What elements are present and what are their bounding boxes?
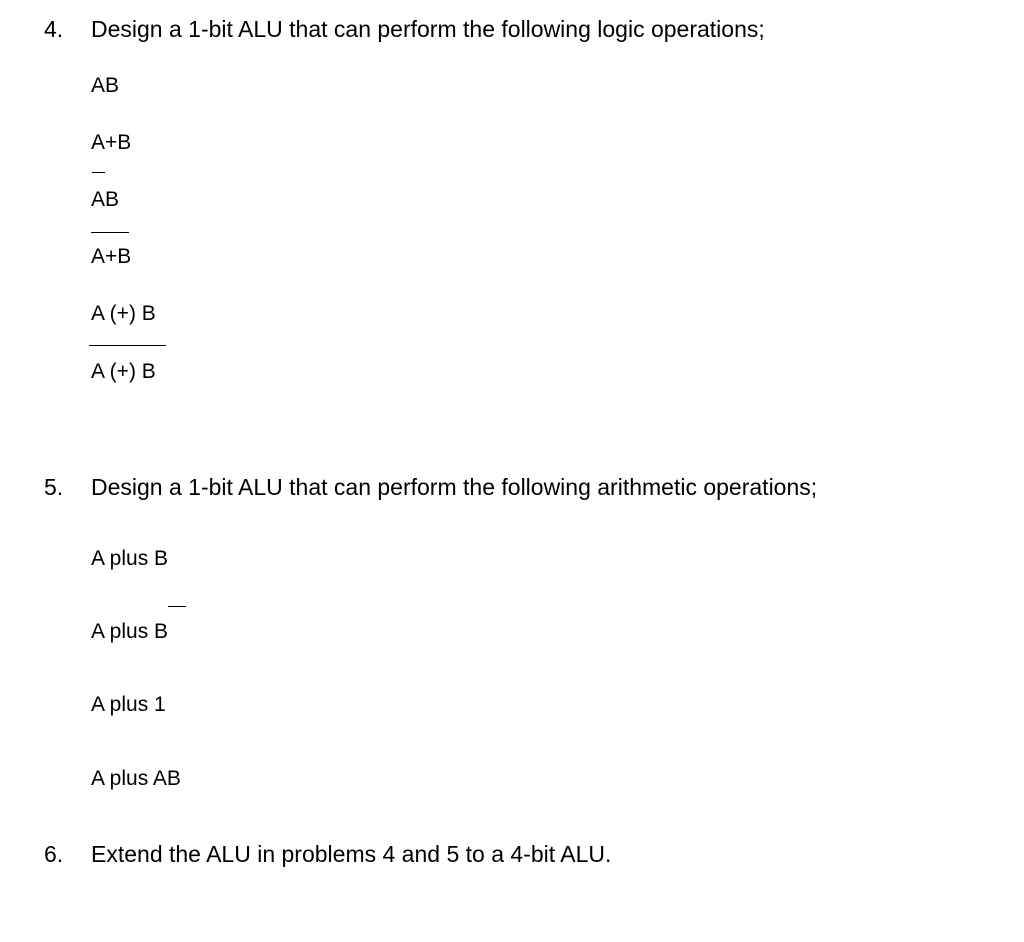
problem-text: Design a 1-bit ALU that can perform the following logic operations; bbox=[91, 16, 765, 42]
arith-op-a-plus-1: A plus 1 bbox=[91, 693, 166, 716]
logic-op-xor: A (+) B bbox=[91, 302, 156, 325]
logic-op-and: AB bbox=[91, 74, 120, 97]
overline-bar bbox=[168, 606, 186, 607]
problem-text: Extend the ALU in problems 4 and 5 to a 4-bit ALU. bbox=[91, 841, 612, 867]
problem-number: 4. bbox=[44, 16, 64, 42]
logic-op-xnor: A (+) B bbox=[91, 360, 156, 383]
overline-bar bbox=[92, 172, 105, 173]
problem-text: Design a 1-bit ALU that can perform the following arithmetic operations; bbox=[91, 474, 818, 500]
logic-op-nor: A+B bbox=[91, 245, 132, 268]
arith-op-a-plus-not-b: A plus B bbox=[91, 620, 169, 643]
overline-bar bbox=[89, 345, 166, 346]
logic-op-or: A+B bbox=[91, 131, 132, 154]
arith-op-a-plus-ab: A plus AB bbox=[91, 767, 181, 790]
arith-op-a-plus-b: A plus B bbox=[91, 547, 169, 570]
logic-op-nand: AB bbox=[91, 188, 120, 211]
problem-number: 6. bbox=[44, 841, 64, 867]
overline-bar bbox=[91, 232, 129, 233]
problem-number: 5. bbox=[44, 474, 64, 500]
